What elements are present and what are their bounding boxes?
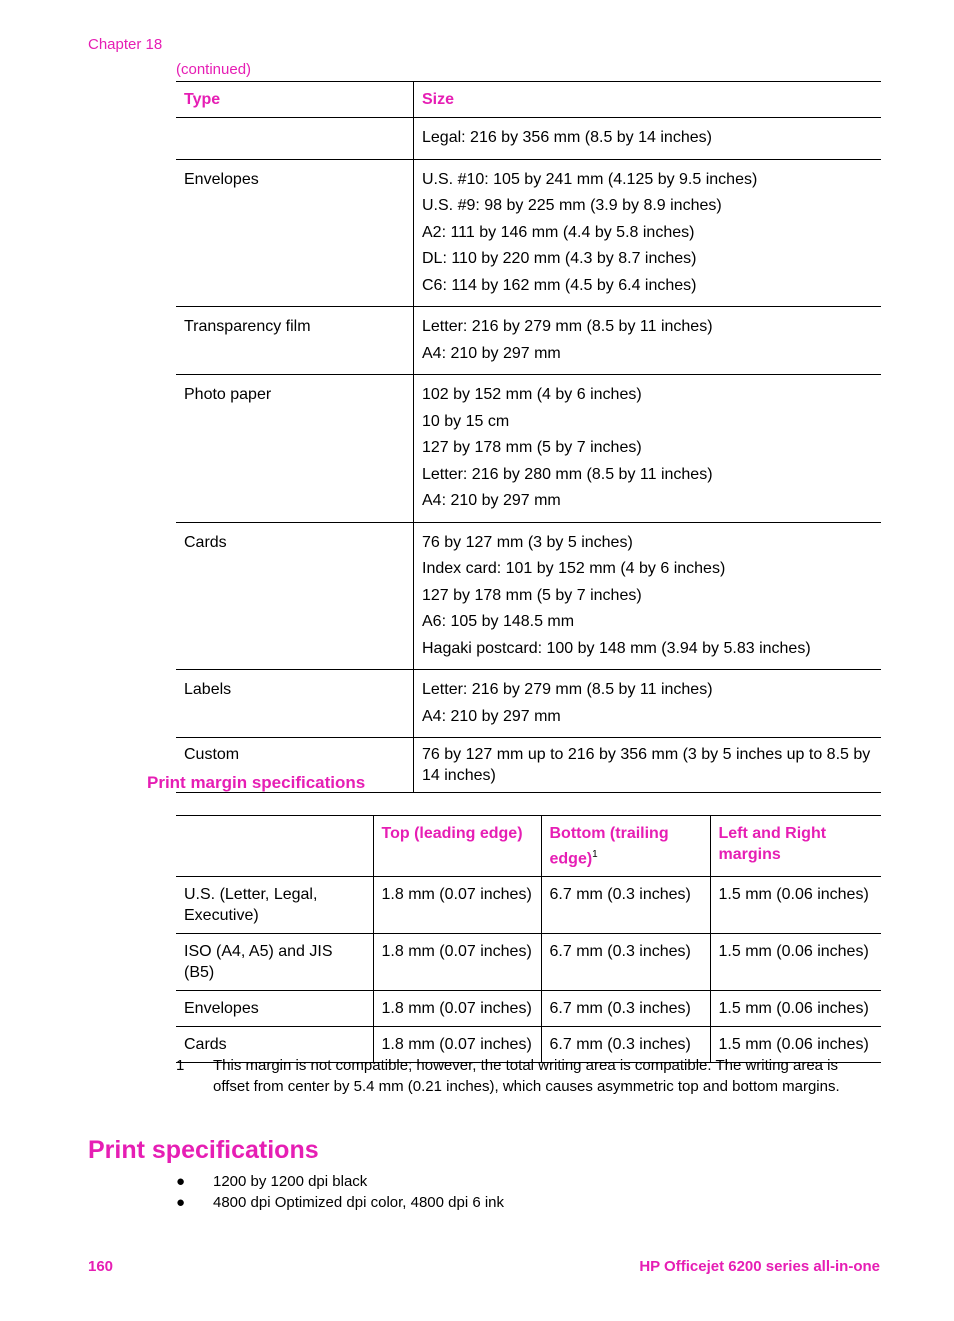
list-item-text: 4800 dpi Optimized dpi color, 4800 dpi 6 ink [213,1193,505,1211]
media-type-cell: U.S. (Letter, Legal, Executive) [176,877,373,934]
table-row [176,934,881,991]
bottom-margin-cell: 6.7 mm (0.3 inches) [541,877,710,934]
paper-type-cell: Labels [176,670,414,738]
footnote-text: This margin is not compatible; however, the total writing area is compatible. The writing area is offset from center by 5.4 mm (0.21 inches), which causes asymmetric top and bottom margins. [213,1057,840,1095]
paper-size-value: C6: 114 by 162 mm (4.5 by 6.4 inches) [422,276,697,294]
side-margins-cell: 1.5 mm (0.06 inches) [710,991,881,1027]
paper-size-value: 10 by 15 cm [422,412,510,430]
paper-sizes-cell [414,522,882,670]
bottom-margin-header [541,816,710,877]
paper-type-cell: Cards [176,522,414,670]
paper-size-value: U.S. #10: 105 by 241 mm (4.125 by 9.5 inches) [422,170,758,188]
print-specs-title: Print specifications [88,1136,319,1164]
type-column-header: Type [176,82,414,118]
list-item [176,1193,504,1214]
bottom-margin-cell: 6.7 mm (0.3 inches) [541,1027,710,1063]
paper-size-value: 127 by 178 mm (5 by 7 inches) [422,586,642,604]
page-number: 160 [88,1258,114,1275]
list-item-text: 1200 by 1200 dpi black [213,1173,368,1190]
paper-size-value: A4: 210 by 297 mm [422,492,561,509]
margin-table-body [176,877,881,1063]
paper-size-value: Letter: 216 by 280 mm (8.5 by 11 inches) [422,465,713,483]
bottom-margin-header-text: Bottom (trailing edge) [549,825,669,868]
paper-type-cell: Custom [176,738,414,793]
bottom-margin-cell: 6.7 mm (0.3 inches) [541,934,710,991]
print-specs-list [176,1172,504,1213]
table-row [176,670,881,738]
side-margins-cell: 1.5 mm (0.06 inches) [710,877,881,934]
margin-table [176,815,881,1063]
list-item [176,1172,504,1193]
paper-sizes-cell [414,118,882,160]
paper-size-value: DL: 110 by 220 mm (4.3 by 8.7 inches) [422,250,697,267]
paper-size-value: A4: 210 by 297 mm [422,344,561,362]
paper-size-value: 76 by 127 mm up to 216 by 356 mm (3 by 5 inches up to 8.5 by 14 inches) [422,746,871,784]
paper-sizes-cell [414,159,882,307]
table-row [176,307,881,375]
top-margin-cell: 1.8 mm (0.07 inches) [373,877,541,934]
bullet-icon: ● [176,1193,186,1211]
top-margin-cell: 1.8 mm (0.07 inches) [373,934,541,991]
paper-size-table [176,81,881,793]
paper-size-table-body [176,118,881,793]
paper-type-cell: Envelopes [176,159,414,307]
paper-size-value: U.S. #9: 98 by 225 mm (3.9 by 8.9 inches) [422,197,722,214]
continued-label: (continued) [176,61,252,78]
paper-type-cell: Photo paper [176,375,414,523]
paper-size-value: Legal: 216 by 356 mm (8.5 by 14 inches) [422,129,712,146]
margin-section-title: Print margin specifications [147,773,366,792]
paper-size-value: A6: 105 by 148.5 mm [422,613,575,630]
paper-size-value: 76 by 127 mm (3 by 5 inches) [422,533,633,551]
paper-size-value: Index card: 101 by 152 mm (4 by 6 inches) [422,560,726,577]
footnote-marker: 1 [592,849,598,860]
top-margin-cell: 1.8 mm (0.07 inches) [373,1027,541,1063]
table-header-row [176,82,881,118]
blank-header [176,816,373,877]
media-type-cell: Envelopes [176,991,373,1027]
media-type-cell: ISO (A4, A5) and JIS (B5) [176,934,373,991]
table-header-row [176,816,881,877]
paper-sizes-cell [414,738,882,793]
product-name: HP Officejet 6200 series all-in-one [639,1258,880,1275]
side-margins-header: Left and Right margins [710,816,881,877]
media-type-cell: Cards [176,1027,373,1063]
table-row [176,522,881,670]
paper-sizes-cell [414,375,882,523]
footnote-number: 1 [176,1057,185,1074]
side-margins-cell: 1.5 mm (0.06 inches) [718,1036,869,1054]
paper-size-value: 102 by 152 mm (4 by 6 inches) [422,386,642,403]
table-row [176,159,881,307]
paper-sizes-cell [414,307,882,375]
paper-size-value: A4: 210 by 297 mm [422,707,561,725]
table-row [176,375,881,523]
paper-type-cell: Transparency film [176,307,414,375]
top-margin-cell: 1.8 mm (0.07 inches) [373,991,541,1027]
table-row [176,118,881,160]
paper-sizes-cell [414,670,882,738]
chapter-label: Chapter 18 [88,36,163,53]
table-row [176,991,881,1027]
size-column-header: Size [414,82,882,118]
table-row [176,877,881,934]
paper-size-value: Letter: 216 by 279 mm (8.5 by 11 inches) [422,681,713,698]
paper-size-value: 127 by 178 mm (5 by 7 inches) [422,439,642,456]
top-margin-header: Top (leading edge) [373,816,541,877]
paper-size-value: A2: 111 by 146 mm (4.4 by 5.8 inches) [422,223,695,241]
bottom-margin-cell: 6.7 mm (0.3 inches) [541,991,710,1027]
bullet-icon: ● [176,1173,186,1190]
paper-type-cell [176,118,414,160]
paper-size-value: Hagaki postcard: 100 by 148 mm (3.94 by 5.83 inches) [422,639,811,657]
paper-size-value: Letter: 216 by 279 mm (8.5 by 11 inches) [422,318,713,335]
side-margins-cell: 1.5 mm (0.06 inches) [710,934,881,991]
